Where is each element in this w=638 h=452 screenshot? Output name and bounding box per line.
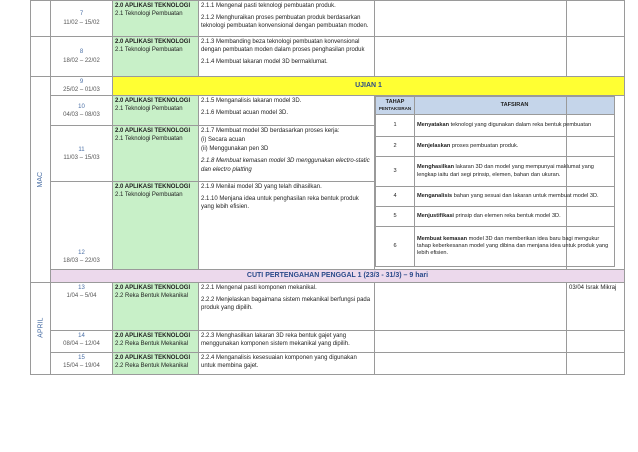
empty-cell: [375, 352, 567, 374]
standard-cell: [113, 330, 199, 352]
month-cell-april: [31, 282, 51, 374]
month-label: MAC: [36, 171, 44, 188]
standard-sub: 2.2 Reka Bentuk Mekanikal: [115, 362, 189, 369]
tahap-header-sub: PENTAKSIRAN: [378, 106, 412, 112]
note-cell: [567, 37, 625, 77]
learning-standard-cell: [199, 282, 375, 330]
week-number: 12: [78, 250, 85, 256]
week-dates: 1/04 – 5/04: [66, 292, 97, 299]
learning-item: 2.1.7 Membuat model 3D berdasarkan proses kerja:: [201, 128, 340, 135]
month-label: APRIL: [37, 318, 45, 339]
week-number: 7: [79, 11, 84, 18]
week-dates: 11/02 – 15/02: [63, 19, 100, 26]
standard-sub: 2.2 Reka Bentuk Mekanikal: [115, 292, 189, 299]
standard-sub: 2.1 Teknologi Pembuatan: [115, 47, 183, 54]
table-row: [31, 330, 625, 352]
cuti-banner: CUTI PERTENGAHAN PENGGAL 1 (23/3 - 31/3) – 9 hari: [51, 270, 625, 282]
week-dates: 15/04 – 19/04: [63, 362, 100, 369]
learning-item: 2.2.1 Mengenal pasti komponen mekanikal.: [201, 284, 317, 291]
standard-title: 2.0 APLIKASI TEKNOLOGI: [115, 98, 191, 105]
week-dates: 11/03 – 15/03: [63, 154, 100, 161]
learning-standard-cell: [199, 96, 375, 126]
week-number: 9: [79, 79, 84, 85]
week-cell: [51, 126, 113, 182]
learning-standard-cell: [199, 352, 375, 374]
week-cell: [51, 37, 113, 77]
tahap-desc: Menganalisis bahan yang sesuai dan lakaran untuk membuat model 3D.: [415, 187, 615, 207]
table-row: [31, 282, 625, 330]
week-dates: 18/03 – 22/03: [63, 258, 100, 265]
standard-cell: [113, 1, 199, 37]
table-row: [31, 96, 625, 126]
week-number: 13: [78, 284, 85, 291]
note-cell: [567, 1, 625, 37]
week-dates: 08/04 – 12/04: [63, 340, 100, 347]
week-dates: 04/03 – 08/03: [63, 111, 100, 118]
standard-title: 2.0 APLIKASI TEKNOLOGI: [115, 332, 191, 339]
week-cell: [51, 330, 113, 352]
learning-standard-cell: [199, 330, 375, 352]
learning-item: 2.1.8 Membuat kemasan model 3D menggunakan electro-static dan electro platting: [201, 158, 370, 173]
table-row: [31, 1, 625, 37]
standard-cell: [113, 126, 199, 182]
month-cell-mac: [31, 77, 51, 283]
standard-cell: [113, 37, 199, 77]
table-row: [31, 352, 625, 374]
tahap-number: 3: [376, 157, 415, 187]
note-cell: [567, 352, 625, 374]
tahap-desc: Menyatakan teknologi yang digunakan dalam reka bentuk pembuatan: [415, 115, 615, 137]
standard-title: 2.0 APLIKASI TEKNOLOGI: [115, 128, 191, 135]
learning-item: 2.2.4 Menganalisis kesesuaian komponen yang digunakan untuk membina gajet.: [201, 354, 357, 369]
standard-sub: 2.1 Teknologi Pembuatan: [115, 11, 183, 18]
learning-standard-cell: [199, 182, 375, 270]
week-number: 14: [78, 332, 85, 339]
week-dates: 25/02 – 01/03: [63, 87, 100, 94]
week-cell: [51, 1, 113, 37]
learning-item: 2.1.2 Menghuraikan proses pembuatan produk berdasarkan teknologi pembuatan konvensional dengan pembuatan moden.: [201, 15, 369, 30]
ujian-banner: UJIAN 1: [113, 77, 625, 96]
standard-sub: 2.1 Teknologi Pembuatan: [115, 106, 183, 113]
standard-title: 2.0 APLIKASI TEKNOLOGI: [115, 39, 191, 45]
learning-item: 2.2.2 Menjelaskan bagaimana sistem mekanikal berfungsi pada produk yang dipilih.: [201, 296, 371, 311]
learning-item: 2.1.1 Mengenal pasti teknologi pembuatan produk.: [201, 3, 336, 9]
standard-cell: [113, 182, 199, 270]
standard-cell: [113, 352, 199, 374]
learning-item: 2.1.3 Membanding beza teknologi pembuatan konvensional dengan pembuatan moden dalam proses penghasilan produk: [201, 39, 365, 54]
tahap-header-label: TAHAP: [385, 99, 405, 106]
learning-standard-cell: [199, 1, 375, 37]
tahap-number: 2: [376, 137, 415, 157]
week-cell: [51, 182, 113, 270]
week-number: 11: [78, 146, 85, 153]
learning-item: 2.1.10 Menjana idea untuk penghasilan reka bentuk produk yang lebih efisien.: [201, 196, 359, 211]
tahap-number: 6: [376, 227, 415, 267]
empty-cell: [375, 282, 567, 330]
lesson-plan-table: [30, 0, 625, 375]
tafsiran-header: TAFSIRAN: [415, 97, 615, 115]
tahap-number: 1: [376, 115, 415, 137]
week-cell: [51, 282, 113, 330]
standard-sub: 2.1 Teknologi Pembuatan: [115, 136, 183, 143]
standard-cell: [113, 282, 199, 330]
note-cell: 03/04 Israk Mikraj: [567, 282, 625, 330]
standard-cell: [113, 96, 199, 126]
standard-title: 2.0 APLIKASI TEKNOLOGI: [115, 184, 191, 191]
week-number: 8: [79, 49, 84, 56]
learning-item: 2.1.9 Menilai model 3D yang telah dihasilkan.: [201, 184, 322, 191]
rpt-table-wrapper: [30, 0, 624, 375]
empty-cell: [375, 37, 567, 77]
note-cell: [567, 330, 625, 352]
week-cell: [51, 352, 113, 374]
learning-item: 2.2.3 Menghasilkan lakaran 3D reka bentuk gajet yang menggunakan komponen sistem mekanikal yang dipilih.: [201, 332, 350, 347]
learning-item: (i) Secara acuan: [201, 137, 246, 144]
tahap-desc: Menjelaskan proses pembuatan produk.: [415, 137, 615, 157]
learning-item: 2.1.5 Menganalisis lakaran model 3D.: [201, 98, 302, 105]
table-row: [31, 37, 625, 77]
empty-cell: [375, 1, 567, 37]
tahap-header: [376, 97, 415, 115]
empty-cell: [375, 330, 567, 352]
tahap-number: 5: [376, 207, 415, 227]
tahap-desc: Membuat kemasan model 3D dan memberikan idea baru bagi mengukur tahap keberkesanan model yang dibina dan menjana idea untuk produk yang lebih efisien.: [415, 227, 615, 267]
month-cell-blank: [31, 37, 51, 77]
standard-title: 2.0 APLIKASI TEKNOLOGI: [115, 3, 191, 9]
week-cell: [51, 77, 113, 96]
standard-sub: 2.1 Teknologi Pembuatan: [115, 192, 183, 199]
month-cell-blank: [31, 1, 51, 37]
week-cell: [51, 96, 113, 126]
week-number: 10: [78, 103, 85, 110]
standard-title: 2.0 APLIKASI TEKNOLOGI: [115, 284, 191, 291]
tahap-number: 4: [376, 187, 415, 207]
week-number: 15: [78, 354, 85, 361]
table-row-cuti: [31, 270, 625, 282]
table-row-ujian: [31, 77, 625, 96]
learning-item: 2.1.4 Membuat lakaran model 3D bermaklumat.: [201, 59, 328, 66]
learning-item: (ii) Menggunakan pen 3D: [201, 146, 269, 153]
learning-standard-cell: [199, 126, 375, 182]
learning-item: 2.1.6 Membuat acuan model 3D.: [201, 110, 289, 117]
tahap-desc: Menghasilkan lakaran 3D dan model yang mempunyai maklumat yang lengkap iaitu dari segi prinsip, elemen, bahan dan ukuran.: [415, 157, 615, 187]
standard-title: 2.0 APLIKASI TEKNOLOGI: [115, 354, 191, 361]
learning-standard-cell: [199, 37, 375, 77]
standard-sub: 2.2 Reka Bentuk Mekanikal: [115, 340, 189, 347]
week-dates: 18/02 – 22/02: [63, 57, 100, 64]
tahap-desc: Menjustifikasi prinsip dan elemen reka bentuk model 3D.: [415, 207, 615, 227]
tahap-cell: [375, 96, 609, 270]
